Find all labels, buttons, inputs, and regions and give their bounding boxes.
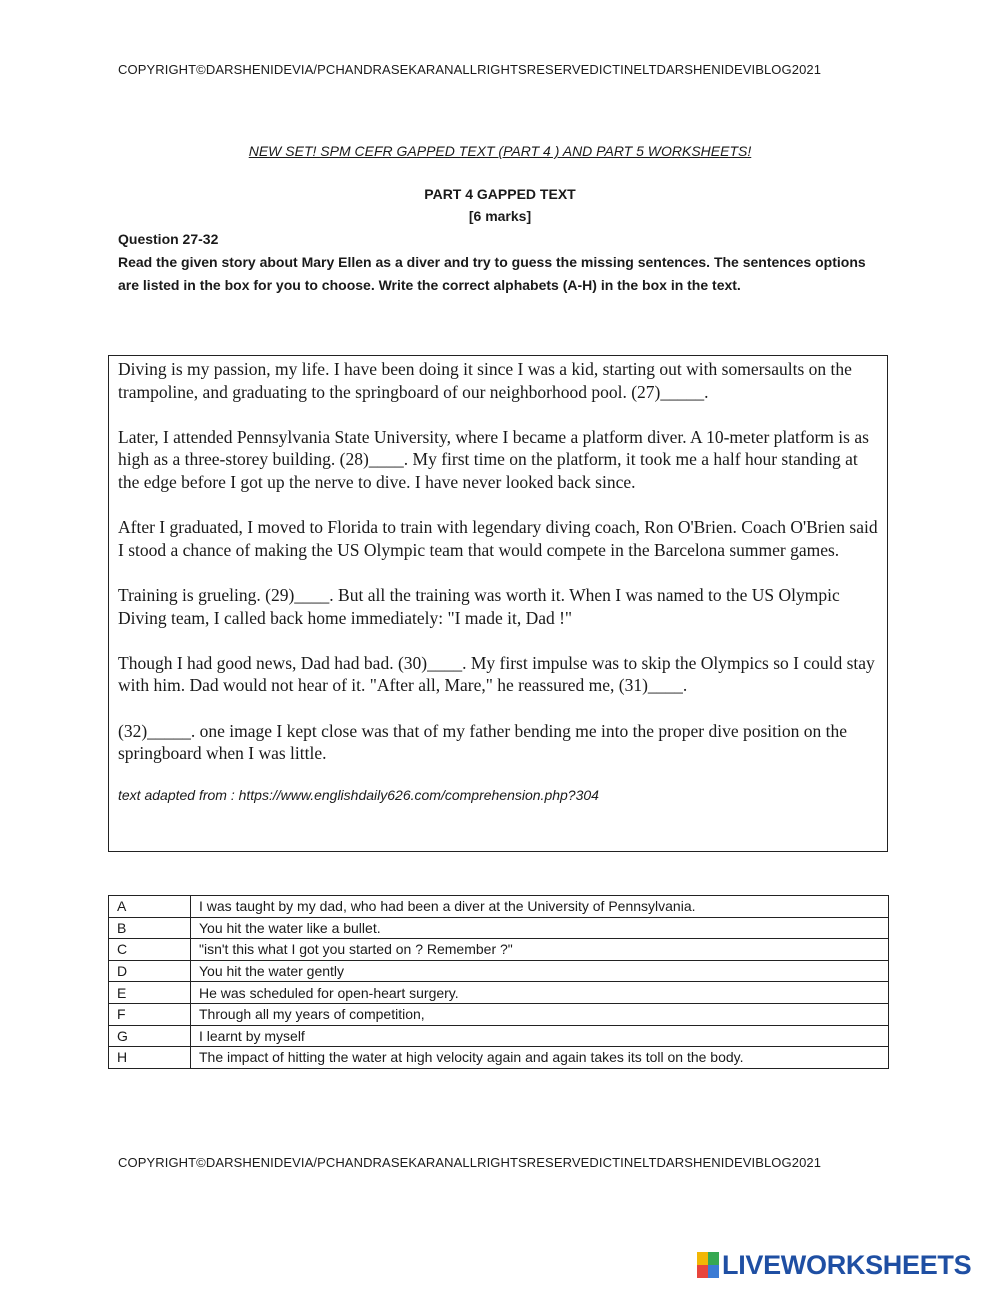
option-text: Through all my years of competition, bbox=[191, 1003, 889, 1025]
story-paragraph: After I graduated, I moved to Florida to train with legendary diving coach, Ron O'Brien. Coach O'Brien said I stood a chance of making the US Olympic team that would compete in the Barcelona summer games. bbox=[118, 517, 878, 560]
logo-tiles-icon bbox=[697, 1252, 719, 1278]
options-table bbox=[108, 895, 889, 1069]
logo-tile bbox=[708, 1265, 719, 1278]
question-number: Question 27-32 bbox=[118, 231, 219, 247]
table-row bbox=[109, 982, 889, 1004]
logo-tile bbox=[708, 1252, 719, 1265]
option-text: The impact of hitting the water at high velocity again and again takes its toll on the body. bbox=[191, 1047, 889, 1069]
table-row bbox=[109, 917, 889, 939]
set-title: NEW SET! SPM CEFR GAPPED TEXT (PART 4 ) AND PART 5 WORKSHEETS! bbox=[248, 143, 752, 159]
liveworksheets-logo[interactable] bbox=[697, 1251, 971, 1279]
story-paragraph: Though I had good news, Dad had bad. (30)____. My first impulse was to skip the Olympics so I could stay with him. Dad would not hear of it. "After all, Mare," he reassured me, (31)____. bbox=[118, 652, 875, 696]
logo-tile bbox=[697, 1252, 708, 1265]
option-letter: H bbox=[109, 1047, 191, 1069]
story-paragraph: Diving is my passion, my life. I have been doing it since I was a kid, starting out with somersaults on the trampoline, and graduating to the springboard of our neighborhood pool. (27)_____. bbox=[118, 359, 852, 402]
option-text: I learnt by myself bbox=[191, 1025, 889, 1047]
copyright-footer: COPYRIGHT©DARSHENIDEVIA/PCHANDRASEKARANALLRIGHTSRESERVEDICTINELTDARSHENIDEVIBLOG2021 bbox=[118, 1155, 822, 1170]
marks-label: [6 marks] bbox=[468, 208, 532, 224]
option-text: He was scheduled for open-heart surgery. bbox=[191, 982, 889, 1004]
option-letter: C bbox=[109, 939, 191, 961]
source-citation: text adapted from : https://www.englishdaily626.com/comprehension.php?304 bbox=[118, 787, 599, 804]
copyright-header: COPYRIGHT©DARSHENIDEVIA/PCHANDRASEKARANALLRIGHTSRESERVEDICTINELTDARSHENIDEVIBLOG2021 bbox=[118, 62, 822, 77]
logo-tile bbox=[697, 1265, 708, 1278]
part-title: PART 4 GAPPED TEXT bbox=[424, 186, 576, 202]
table-row bbox=[109, 939, 889, 961]
table-row bbox=[109, 896, 889, 918]
option-letter: B bbox=[109, 917, 191, 939]
story-paragraph: Later, I attended Pennsylvania State University, where I became a platform diver. A 10-meter platform is as high as a three-storey building. (28)____. My first time on the platform, it took me a half hour standing at the edge before I got up the nerve to dive. I have never looked back since. bbox=[118, 426, 869, 492]
logo-text: LIVEWORKSHEETS bbox=[722, 1249, 972, 1280]
option-letter: A bbox=[109, 896, 191, 918]
option-text: "isn't this what I got you started on ? Remember ?" bbox=[191, 939, 889, 961]
story-box bbox=[108, 355, 888, 852]
story-paragraph: Training is grueling. (29)____. But all the training was worth it. When I was named to the US Olympic Diving team, I called back home immediately: "I made it, Dad !" bbox=[118, 584, 840, 628]
option-text: I was taught by my dad, who had been a diver at the University of Pennsylvania. bbox=[191, 896, 889, 918]
option-letter: G bbox=[109, 1025, 191, 1047]
story-paragraph: (32)_____. one image I kept close was that of my father bending me into the proper dive position on the springboard when I was little. bbox=[118, 720, 847, 764]
option-letter: D bbox=[109, 960, 191, 982]
table-row bbox=[109, 960, 889, 982]
option-letter: F bbox=[109, 1003, 191, 1025]
instructions: Read the given story about Mary Ellen as a diver and try to guess the missing sentences. The sentences options are listed in the box for you to choose. Write the correct alphabets (A-H) in the box in the text. bbox=[118, 254, 866, 293]
table-row bbox=[109, 1003, 889, 1025]
table-row bbox=[109, 1047, 889, 1069]
table-row bbox=[109, 1025, 889, 1047]
option-text: You hit the water gently bbox=[191, 960, 889, 982]
option-text: You hit the water like a bullet. bbox=[191, 917, 889, 939]
option-letter: E bbox=[109, 982, 191, 1004]
